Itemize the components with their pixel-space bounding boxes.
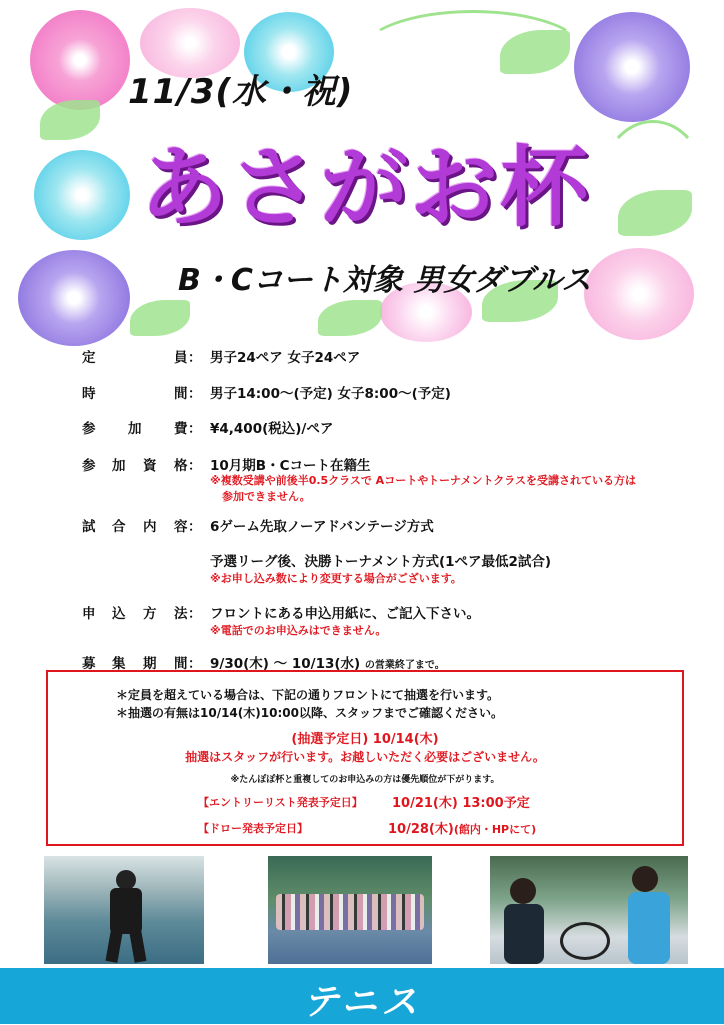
label-char: 申 (82, 606, 96, 622)
label-char: 参 (82, 421, 96, 437)
event-subtitle: B・Cコート対象 男女ダブルス (178, 263, 592, 298)
label-char: 試 (82, 519, 96, 535)
label-char: 加 (128, 421, 142, 437)
detail-value-eligibility: 10月期B・Cコート在籍生 (210, 458, 371, 474)
detail-value-period (210, 652, 445, 672)
label-char: 定 (82, 350, 96, 366)
tennis-player-photo (44, 856, 204, 964)
eligibility-note-2: 参加できません。 (222, 490, 311, 503)
colon: ： (188, 606, 202, 622)
draw-label: 【ドロー発表予定日】 (198, 822, 308, 835)
footer-bar (0, 968, 724, 1024)
label-char: 員 (174, 350, 188, 366)
draw-date-value: 10/28(木) (388, 822, 454, 837)
event-title: あさがお杯 (140, 136, 591, 239)
label-char: 募 (82, 656, 96, 672)
entry-list-label: 【エントリーリスト発表予定日】 (198, 796, 363, 809)
detail-value-tournament: 予選リーグ後、決勝トーナメント方式(1ペア最低2試合) (210, 554, 552, 570)
detail-value-time: 男子14:00～(予定) 女子8:00～(予定) (210, 386, 451, 402)
entry-list-date: 10/21(木) 13:00予定 (392, 796, 530, 811)
period-dates: 9/30(木) ～ 10/13(水) (210, 656, 361, 672)
label-char: 格 (174, 458, 188, 474)
draw-date (388, 818, 536, 837)
colon: ： (188, 458, 202, 474)
draw-date-suffix: (館内・HPにて) (453, 823, 537, 836)
label-char: 費 (174, 421, 188, 437)
application-note: ※電話でのお申込みはできません。 (210, 624, 387, 637)
label-char: 加 (112, 458, 126, 474)
priority-note: ※たんぽぽ杯と重複してのお申込みの方は優先順位が下がります。 (230, 775, 500, 785)
match-format-note: ※お申し込み数により変更する場合がございます。 (210, 572, 462, 585)
detail-value-capacity: 男子24ペア 女子24ペア (210, 350, 361, 366)
label-char: 期 (143, 656, 157, 672)
label-char: 間 (174, 656, 188, 672)
detail-value-fee: ¥4,400(税込)/ペア (210, 421, 334, 437)
label-char: 合 (112, 519, 126, 535)
colon: ： (188, 519, 202, 535)
notice-box (46, 670, 684, 846)
label-char: 資 (143, 458, 157, 474)
notice-line-1: ＊定員を超えている場合は、下記の通りフロントにて抽選を行います。 (116, 688, 500, 702)
group-photo (268, 856, 432, 964)
notice-line-2: ＊抽選の有無は10/14(木)10:00以降、スタッフまでご確認ください。 (116, 706, 503, 720)
footer-label: テニス (302, 982, 422, 1023)
label-char: 容 (174, 519, 188, 535)
detail-value-application: フロントにある申込用紙に、ご記入下さい。 (210, 606, 480, 622)
label-char: 内 (143, 519, 157, 535)
colon: ： (188, 656, 202, 672)
period-suffix: の営業終了まで。 (364, 660, 445, 671)
label-char: 集 (112, 656, 126, 672)
label-char: 方 (143, 606, 157, 622)
players-high-five-photo (490, 856, 688, 964)
event-date: 11/3(水・祝) (128, 72, 354, 112)
label-char: 間 (174, 386, 188, 402)
lottery-note: 抽選はスタッフが行います。お越しいただく必要はございません。 (185, 750, 545, 764)
colon: ： (188, 421, 202, 437)
label-char: 時 (82, 386, 96, 402)
label-char: 法 (174, 606, 188, 622)
colon: ： (188, 350, 202, 366)
label-char: 込 (112, 606, 126, 622)
detail-value-match-format: 6ゲーム先取ノーアドバンテージ方式 (210, 519, 434, 535)
eligibility-note: ※複数受講や前後半0.5クラスで Aコートやトーナメントクラスを受講されている方は (210, 474, 636, 487)
lottery-date: (抽選予定日) 10/14(木) (291, 732, 439, 747)
label-char: 参 (82, 458, 96, 474)
colon: ： (188, 386, 202, 402)
